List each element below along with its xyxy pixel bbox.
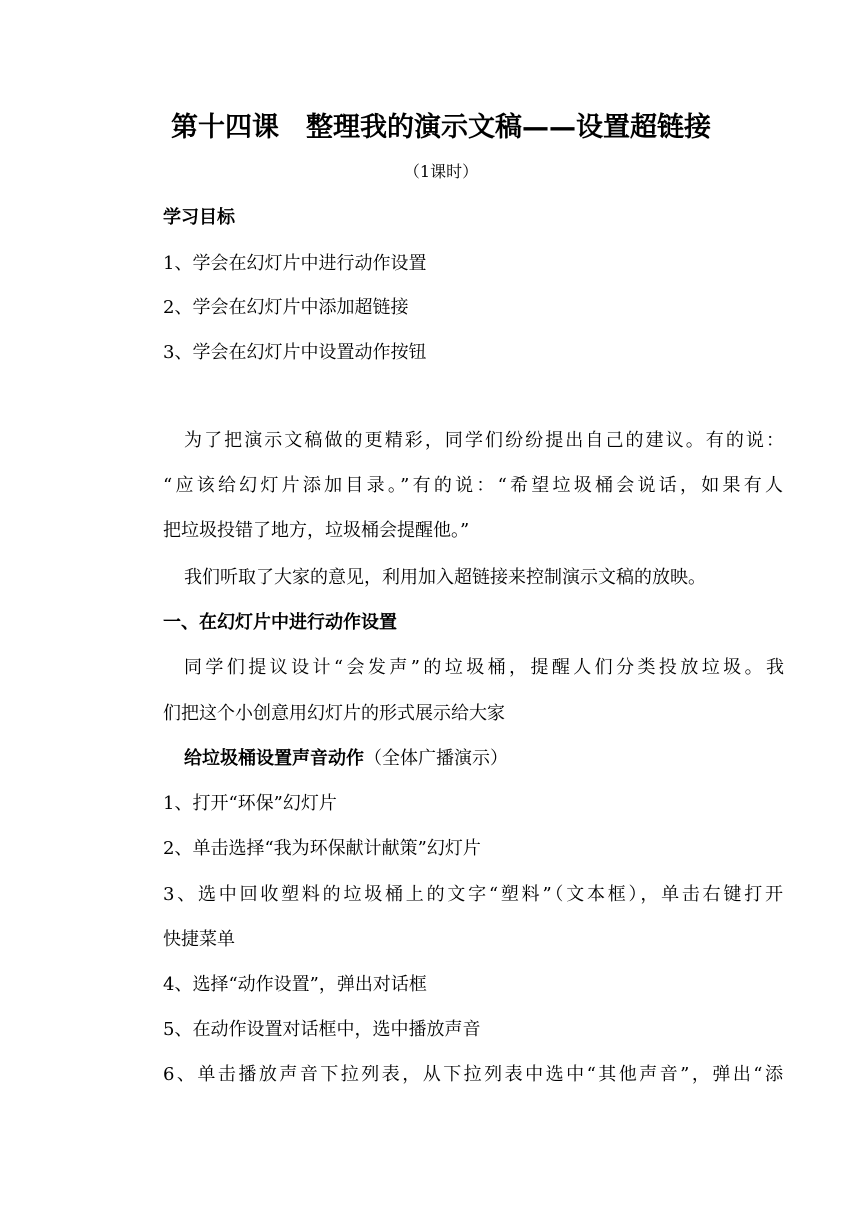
step-item: 6、单击播放声音下拉列表，从下拉列表中选中“其他声音”，弹出“添 [163, 1064, 783, 1085]
intro-paragraph-line: 我们听取了大家的意见，利用加入超链接来控制演示文稿的放映。 [184, 567, 706, 588]
step-item: 4、选择“动作设置”，弹出对话框 [163, 974, 427, 995]
objective-item: 3、学会在幻灯片中设置动作按钮 [163, 342, 427, 363]
task-title: 给垃圾桶设置声音动作 [184, 748, 364, 769]
step-item-continuation: 快捷菜单 [163, 929, 235, 950]
step-item: 1、打开“环保”幻灯片 [163, 793, 337, 814]
step-item: 5、在动作设置对话框中，选中播放声音 [163, 1019, 481, 1040]
step-item: 2、单击选择“我为环保献计献策”幻灯片 [163, 838, 481, 859]
task-note: （全体广播演示） [364, 748, 508, 769]
intro-paragraph-line: 把垃圾投错了地方，垃圾桶会提醒他。” [163, 520, 470, 541]
objectives-heading: 学习目标 [163, 207, 235, 228]
lesson-title: 第十四课 整理我的演示文稿——设置超链接 [171, 112, 711, 143]
task-line [184, 746, 784, 772]
lesson-duration: （1课时） [403, 162, 479, 181]
section-paragraph-line: 同学们提议设计“会发声”的垃圾桶，提醒人们分类投放垃圾。我 [184, 657, 784, 678]
step-item: 3、选中回收塑料的垃圾桶上的文字“塑料”（文本框），单击右键打开 [163, 884, 783, 905]
objective-item: 1、学会在幻灯片中进行动作设置 [163, 253, 427, 274]
intro-paragraph-line: 为了把演示文稿做的更精彩，同学们纷纷提出自己的建议。有的说： [184, 430, 784, 451]
objective-item: 2、学会在幻灯片中添加超链接 [163, 297, 409, 318]
intro-paragraph-line: “应该给幻灯片添加目录。”有的说：“希望垃圾桶会说话，如果有人 [163, 475, 783, 496]
section-heading: 一、在幻灯片中进行动作设置 [163, 612, 397, 633]
section-paragraph-line: 们把这个小创意用幻灯片的形式展示给大家 [163, 703, 505, 724]
